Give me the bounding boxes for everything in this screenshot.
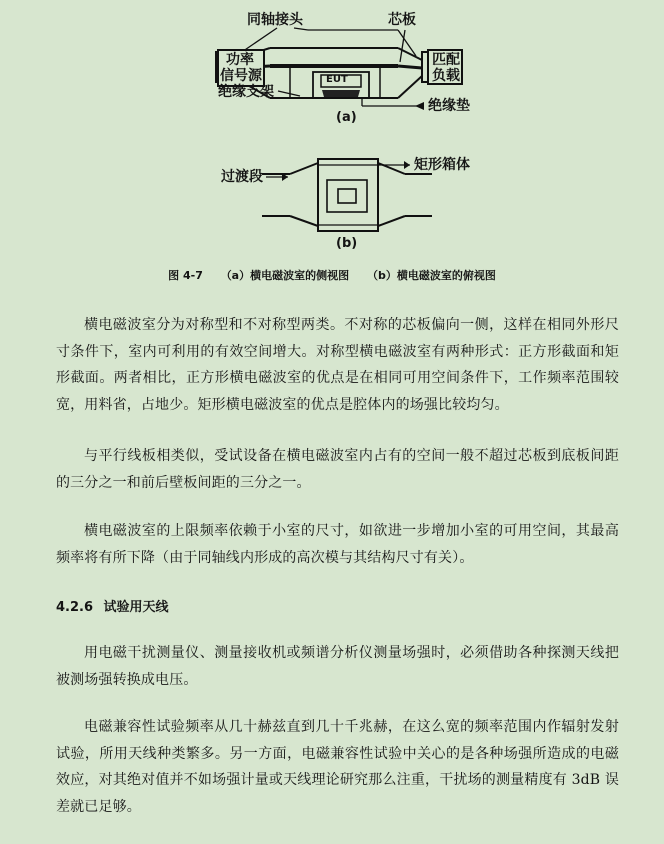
caption-part-a: （a）横电磁波室的侧视图 [220, 269, 350, 282]
section-title: 试验用天线 [103, 600, 169, 615]
eut-top-view [338, 189, 356, 203]
figure-caption [0, 267, 664, 283]
label-rect-box: 矩形箱体 [414, 157, 470, 173]
paragraph-5-text: 电磁兼容性试验频率从几十赫兹直到几十千兆赫，在这么宽的频率范围内作辐射发射试验，所用天线种类繁多。另一方面，电磁兼容性试验中关心的是各种场强所造成的电磁效应，对其绝对值并不如场强计量或天线理论研究那么注重，干扰场的测量精度有 3dB 误差就已足够。 [56, 719, 619, 815]
transition-top-left [290, 163, 318, 174]
sublabel-b: (b) [336, 236, 358, 251]
paragraph-4-text: 用电磁干扰测量仪、测量接收机或频谱分析仪测量场强时，必须借助各种探测天线把被测场强转换成电压。 [56, 645, 619, 688]
label-eut: EUT [326, 74, 348, 85]
caption-number: 图 4-7 [168, 269, 203, 282]
figure-4-7 [0, 0, 664, 300]
sublabel-a: (a) [336, 110, 357, 125]
core-top-view [327, 180, 367, 212]
paragraph-3-text: 横电磁波室的上限频率依赖于小室的尺寸，如欲进一步增加小室的可用空间，其最高频率将有所下降（由于同轴线内形成的高次模与其结构尺寸有关）。 [56, 523, 619, 566]
section-number: 4.2.6 [56, 600, 94, 615]
label-matched-load-2: 负载 [432, 68, 460, 84]
label-insulating-pad: 绝缘垫 [428, 98, 470, 114]
label-matched-load-1: 匹配 [432, 52, 460, 68]
leader-coax-2 [294, 28, 308, 30]
paragraph-3 [56, 518, 619, 571]
label-power-source-2: 信号源 [220, 68, 262, 84]
taper-bottom-right [398, 76, 422, 98]
insulating-pad [322, 90, 360, 97]
label-insulating-support: 绝缘支架 [218, 84, 274, 100]
leader-support [278, 91, 300, 96]
label-core-plate: 芯板 [388, 12, 416, 28]
paragraph-1 [56, 312, 619, 418]
paragraph-4 [56, 640, 619, 693]
paragraph-1-text: 横电磁波室分为对称型和不对称型两类。不对称的芯板偏向一侧，这样在相同外形尺寸条件下，室内可利用的有效空间增大。对称型横电磁波室有两种形式：正方形截面和矩形截面。两者相比，正方形横电磁波室的优点是在相同可用空间条件下，工作频率范围较宽，用料省，占地少。矩形横电磁波室的优点是腔体内的场强比较均匀。 [56, 317, 619, 413]
arrow-rect-box [404, 161, 410, 169]
paragraph-5 [56, 714, 619, 820]
core-plate-right [398, 66, 422, 68]
label-transition: 过渡段 [221, 169, 263, 185]
section-heading [56, 596, 175, 615]
paragraph-2-text: 与平行线板相类似，受试设备在横电磁波室内占有的空间一般不超过芯板到底板间距的三分之一和前后壁板间距的三分之一。 [56, 448, 619, 491]
transition-bottom-right [378, 216, 405, 226]
paragraph-2 [56, 443, 619, 496]
arrow-pad [415, 102, 424, 110]
label-power-source-1: 功率 [226, 52, 254, 68]
caption-part-b: （b）横电磁波室的俯视图 [366, 269, 496, 282]
transition-bottom-left [290, 216, 318, 226]
figure-drawing [0, 0, 664, 300]
label-coax: 同轴接头 [247, 12, 303, 28]
